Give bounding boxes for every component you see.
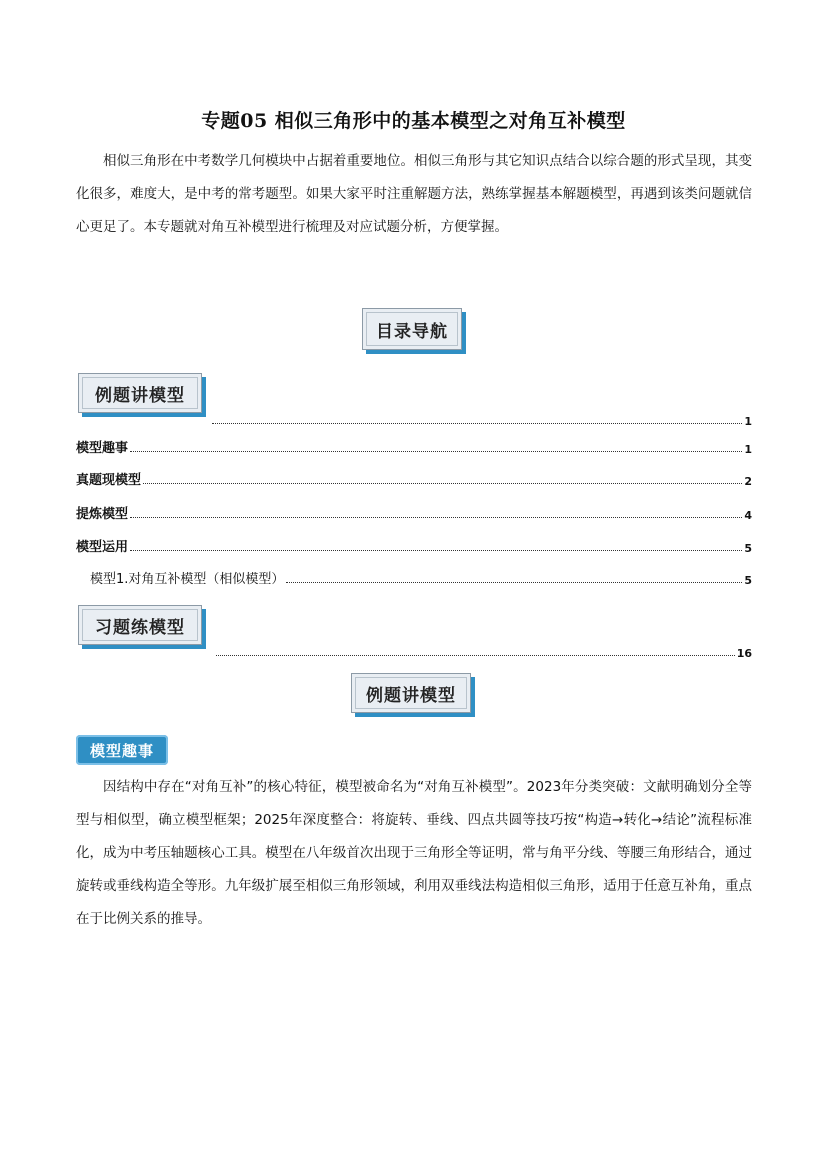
toc-page-number: 2 — [744, 475, 752, 488]
toc-row-sub-item[interactable] — [90, 569, 752, 587]
toc-section1-label: 例题讲模型 — [95, 385, 185, 406]
toc-page-number: 16 — [736, 647, 752, 660]
toc-row-item-2[interactable] — [76, 470, 752, 488]
body-paragraph: 因结构中存在“对角互补”的核心特征，模型被命名为“对角互补模型”。2023年分类突破：文献明确划分全等型与相似型，确立模型框架；2025年深度整合：将旋转、垂线、四点共圆等技巧按“构造→转化→结论”流程标准化，成为中考压轴题核心工具。模型在八年级首次出现于三角形全等证明，常与角平分线、等腰三角形结合，通过旋转或垂线构造全等形。九年级扩展至相似三角形领域，利用双垂线法构造相似三角形，适用于任意互补角，重点在于比例关系的推导。 — [76, 779, 752, 927]
toc-leader — [130, 549, 742, 551]
toc-page-number: 1 — [744, 443, 752, 456]
toc-heading: 目录导航 — [376, 321, 448, 342]
page-title: 专题05 相似三角形中的基本模型之对角互补模型 — [201, 110, 626, 132]
toc-leader — [216, 654, 735, 656]
toc-row-item-1[interactable] — [76, 438, 752, 456]
toc-section2-label: 习题练模型 — [95, 617, 185, 638]
toc-leader — [130, 516, 742, 518]
toc-heading-box — [362, 308, 462, 350]
toc-item-label: 模型趣事 — [76, 441, 129, 456]
toc-page-number: 5 — [744, 574, 752, 587]
toc-page-number: 5 — [744, 542, 752, 555]
toc-page-number: 4 — [744, 509, 752, 522]
toc-section1-box — [78, 373, 202, 413]
toc-leader — [143, 482, 742, 484]
toc-row-section2[interactable] — [214, 642, 752, 660]
toc-leader — [130, 450, 742, 452]
toc-row-section1[interactable] — [210, 410, 752, 428]
toc-leader — [286, 581, 742, 583]
toc-item-label: 真题现模型 — [76, 473, 142, 488]
toc-page-number: 1 — [744, 415, 752, 428]
toc-row-item-4[interactable] — [76, 537, 752, 555]
toc-row-item-3[interactable] — [76, 504, 752, 522]
toc-item-label: 模型运用 — [76, 540, 129, 555]
toc-item-label: 提炼模型 — [76, 507, 129, 522]
topic-tag: 模型趣事 — [76, 735, 168, 765]
toc-leader — [212, 422, 742, 424]
intro-paragraph: 相似三角形在中考数学几何模块中占据着重要地位。相似三角形与其它知识点结合以综合题的形式呈现，其变化很多，难度大，是中考的常考题型。如果大家平时注重解题方法，熟练掌握基本解题模型，再遇到该类问题就信心更足了。本专题就对角互补模型进行梳理及对应试题分析，方便掌握。 — [76, 153, 752, 235]
toc-section2-box — [78, 605, 202, 645]
section-heading-box — [351, 673, 471, 713]
section-heading: 例题讲模型 — [366, 685, 456, 706]
toc-sub-item-label: 模型1.对角互补模型（相似模型） — [90, 572, 285, 587]
